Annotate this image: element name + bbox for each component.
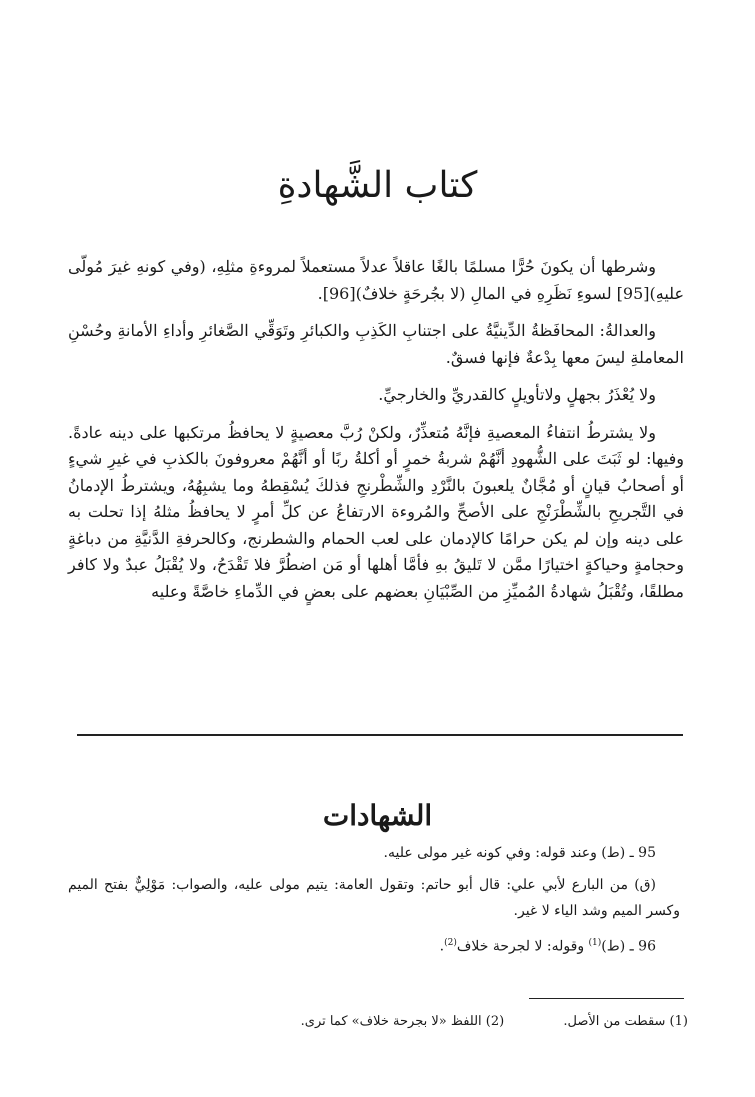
footnote-ref-2: (2) (444, 938, 457, 948)
note-96-end: . (439, 938, 445, 955)
paragraph-no-excuse: ولا يُعْذَرُ بجهلٍ ولاتأويلٍ كالقدريِّ والخارجيِّ. (378, 385, 656, 404)
main-text (68, 254, 684, 616)
paragraph-sin-condition: ولا يشترطُ انتفاءُ المعصيةِ فإنَّهُ مُتعذِّرٌ، ولكنْ رُبَّ معصيةٍ لا يحافظُ مرتكبها على دينه عادةً. وفيها: لو ثَبَتَ على الشُّهودِ أنَّهُمْ شربةُ خمرٍ أو أكلةُ ربًا أو أنَّهُمْ معروفونَ بالكذبِ في غيرِ شيءٍ أو أصحابُ قيانٍ أو مُجَّانٌ يلعبونَ بالنَّرْدِ والشِّطْرنجِ فذلكَ يُسْقِطهُ وما يشبِهُهُ، ويشترطُ الإدمانُ في التَّجريحِ بالشِّطْرَنْجِ على الأصحِّ والمُروءة الارتفاعُ عن كلِّ أمرٍ لا يحافظُ مثلهُ إذا تحلت به على دينه وإن لم يكن حرامًا كالإدمان على لعب الحمام والشطرنج، وكالحرفةِ الدَّنيَّةِ من دباغةٍ وحجامةٍ وحياكةٍ اختيارًا ممَّن لا تَليقُ بهِ فأمَّا أهلها أو مَن اضطُرَّ فلا تَقْدَحُ، ولا يُقْبَلُ عبدٌ ولا كافر مطلقًا، وتُقْبَلُ شهادةُ المُميِّزِ من الصِّبْيَانِ بعضهم على بعضٍ في الدِّماءِ خاصَّةً وعليه (68, 422, 685, 601)
note-96-head: 96 ـ (ط) (601, 938, 656, 955)
footnotes (68, 1012, 688, 1032)
section-divider (77, 734, 683, 736)
footnote-1: (1) سقطت من الأصل. (563, 1014, 688, 1029)
footnote-ref-1: (1) (588, 938, 602, 948)
note-96-body: وقوله: لا لجرحة خلاف (456, 938, 589, 955)
note-96 (68, 930, 680, 960)
chapter-title: كتاب الشَّهادةِ (277, 165, 478, 207)
commentary-notes (68, 840, 680, 966)
note-95-q: (ق) من البارع لأبي علي: قال أبو حاتم: وتقول العامة: يتيم مولى عليه، والصواب: مَوْلِيٌّ بفتح الميم وكسر الميم وشد الياء لا غير. (68, 877, 680, 919)
paragraph-conditions: وشرطها أن يكونَ حُرًّا مسلمًا بالغًا عاقلاً عدلاً مستعملاً لمروءةِ مثلِهِ، (وفي كونهِ غيرَ مُولّى عليهِ)[95] لسوءِ نَظَرِهِ في المالِ (لا بجُرحَةٍ خلافٌ)[96]. (68, 257, 684, 303)
section-title: الشهادات (322, 799, 433, 833)
footnote-rule (529, 998, 684, 999)
paragraph-justice: والعدالةُ: المحافَظةُ الدِّينيَّةُ على اجتنابِ الكَذِبِ والكبائرِ وتَوَقِّي الصَّغائرِ وأداءِ الأمانةِ وحُسْنِ المعاملةِ ليسَ معها بِدْعةٌ فإنها فسقٌ. (68, 321, 684, 367)
note-95: 95 ـ (ط) وعند قوله: وفي كونه غير مولى عليه. (383, 845, 656, 861)
footnote-2: (2) اللفظ «لا بجرحة خلاف» كما ترى. (300, 1014, 505, 1029)
